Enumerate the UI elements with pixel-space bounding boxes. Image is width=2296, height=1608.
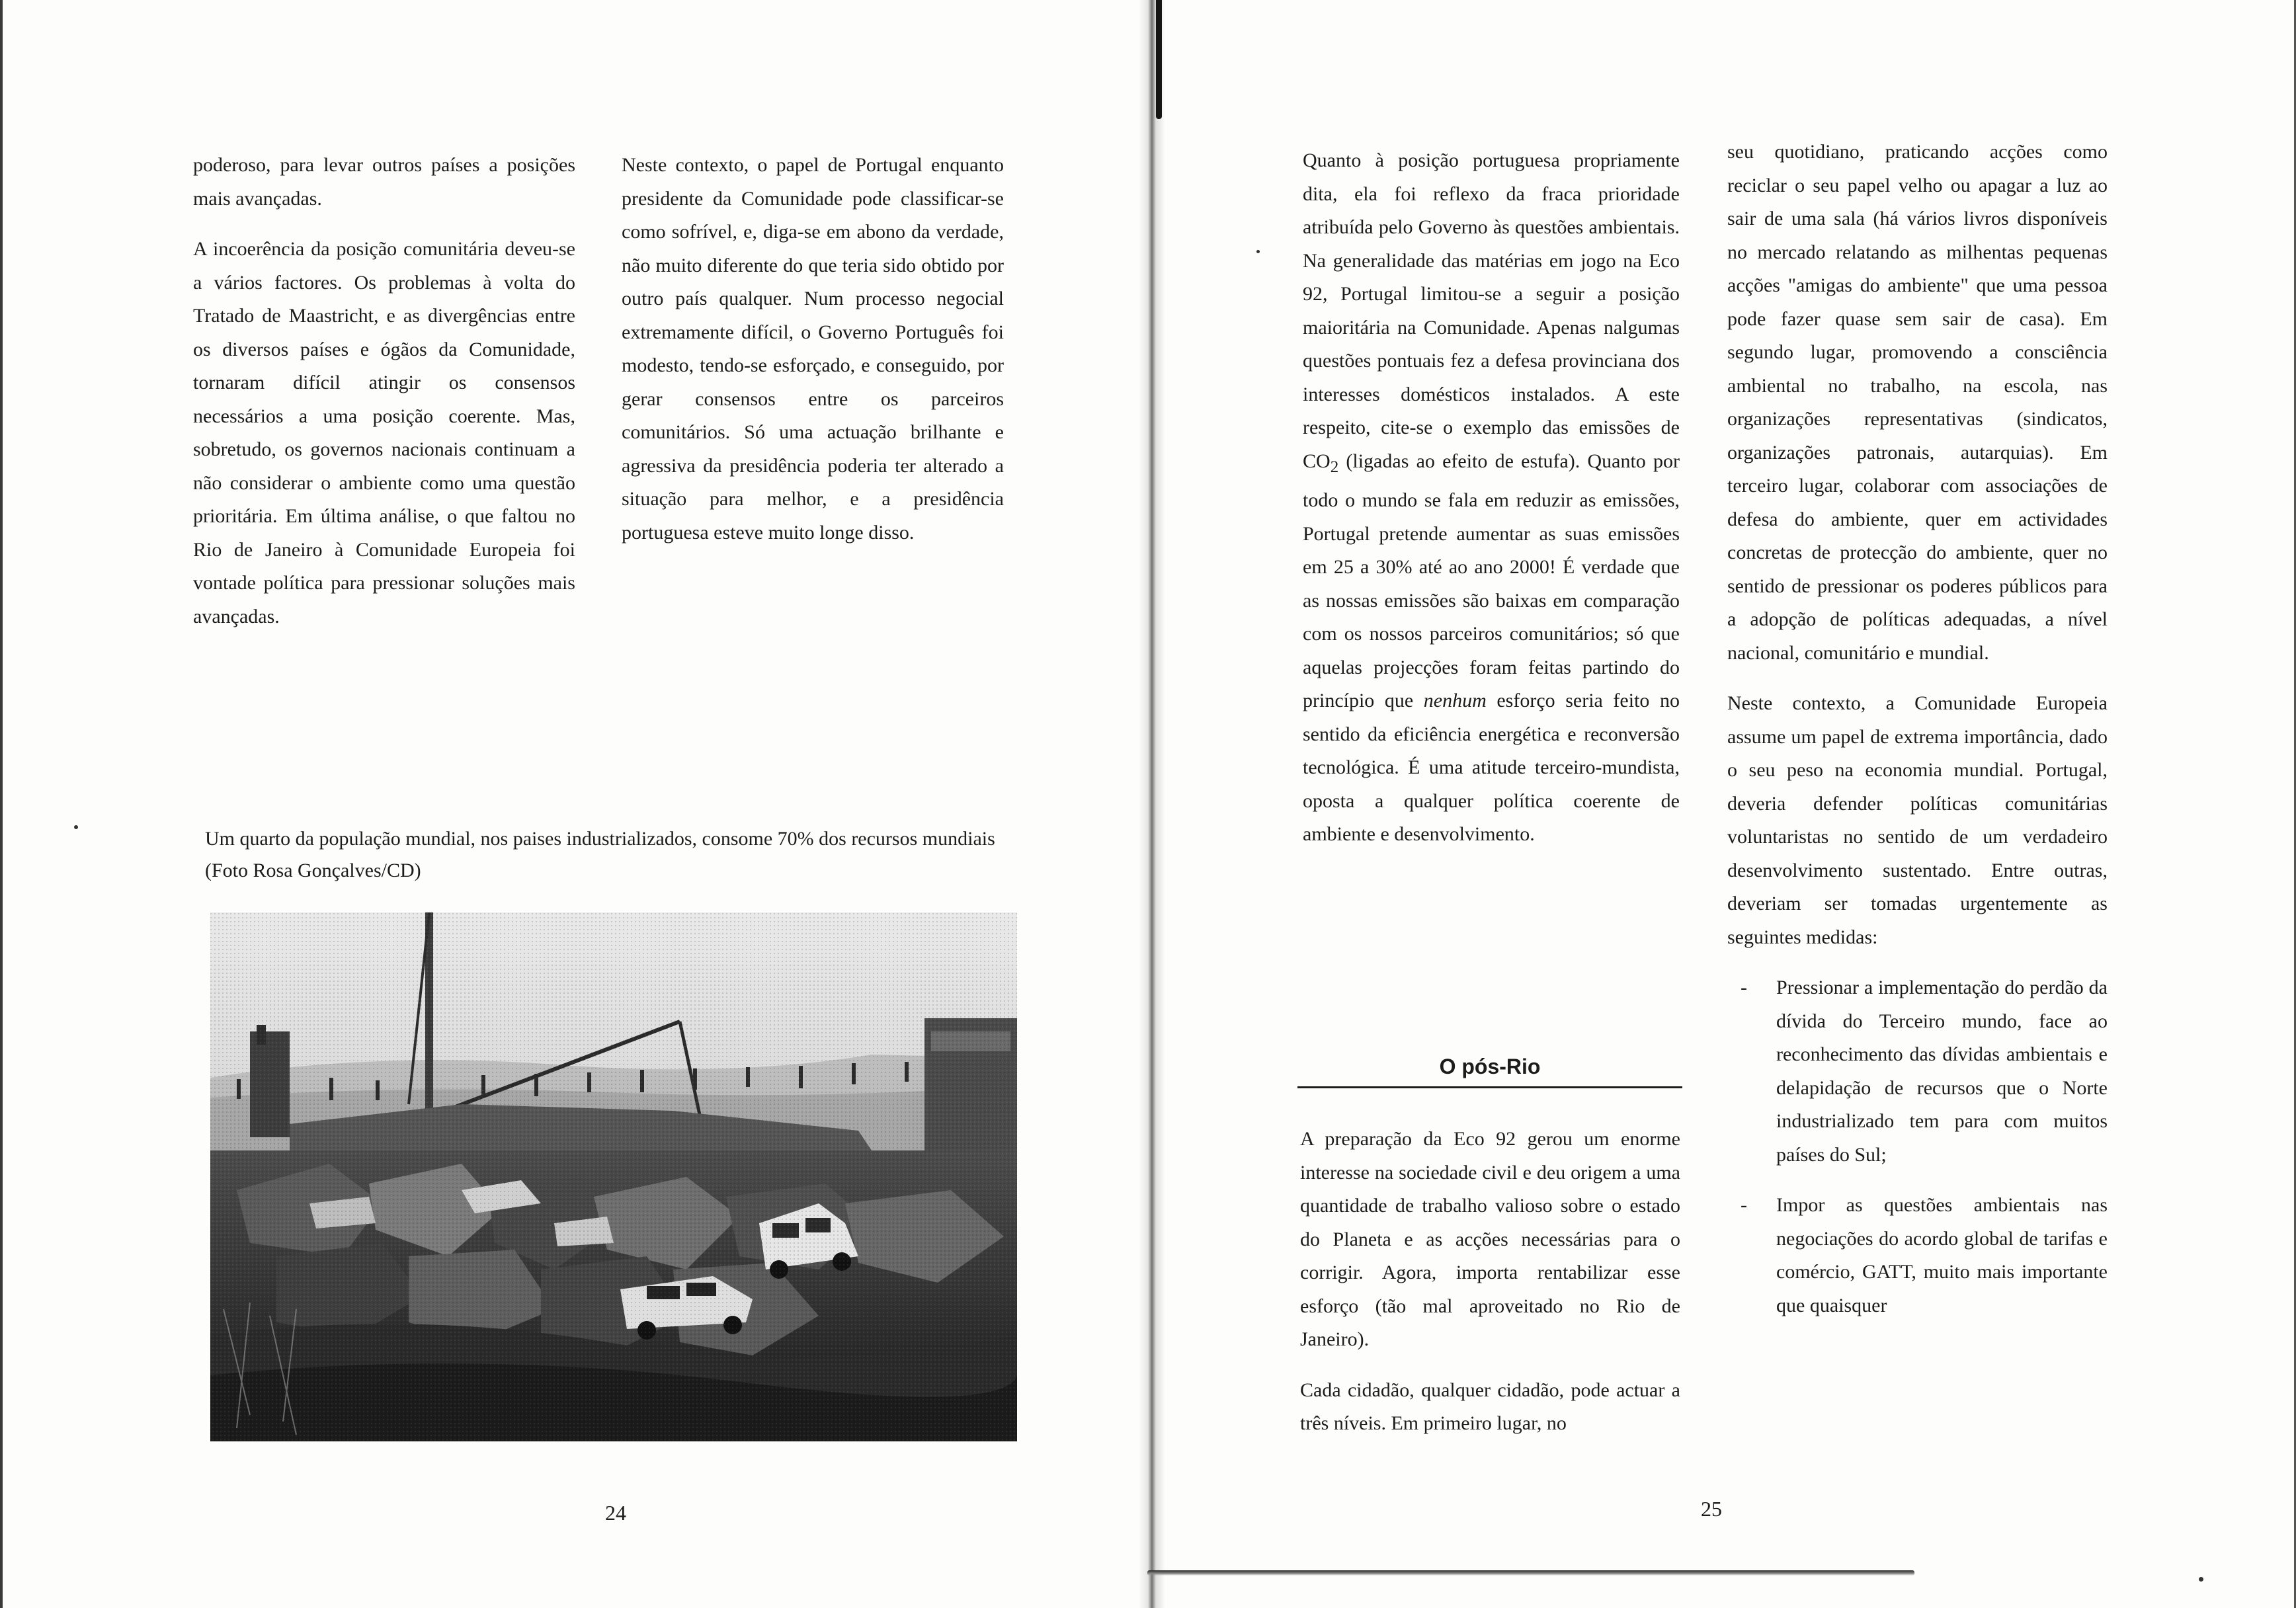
paragraph: seu quotidiano, praticando acções como reciclar o seu papel velho ou apagar a luz ao sair de uma sala (há vários livros disponíveis no mercado relatando as milhentas pequenas acções "amigas do ambiente" que uma pessoa pode fazer quase sem sair de casa). Em segundo lugar, promovendo a consciência ambiental no trabalho, na escola, nas organizações representativas (sindicatos, organizações patronais, autarquias). Em terceiro lugar, colaborar com associações de defesa do ambiente, quer em actividades concretas de protecção do ambiente, quer no sentido de pressionar os poderes públicos para a adopção de políticas adequadas, a nível nacional, comunitário e mundial. (1727, 141, 2108, 664)
book-gutter-shadow (1139, 0, 1165, 1608)
paragraph: poderoso, para levar outros países a posições mais avançadas. (193, 154, 575, 210)
scan-edge-left (0, 0, 3, 1608)
text-column-2 (622, 149, 1004, 567)
text-column-3 (1303, 144, 1680, 869)
paragraph: Cada cidadão, qualquer cidadão, pode actuar a três níveis. Em primeiro lugar, no (1300, 1379, 1680, 1434)
list-item (1727, 971, 2108, 1172)
binding-edge (1156, 0, 1162, 119)
text-run: (ligadas ao efeito de estufa). Quanto por todo o mundo se fala em reduzir as emissões, Portugal pretende aumentar as suas emissões em 25 a 30% até ao ano 2000! É verdade que as nossas emissões são baixas em comparação com os nossos parceiros comunitários; só que aquelas projecções foram feitas partindo do princípio que (1303, 450, 1680, 711)
co2-subscript: 2 (1330, 458, 1339, 476)
list-item (1727, 1189, 2108, 1322)
dash-marker: - (1741, 1194, 1747, 1216)
text-column-1 (193, 149, 575, 651)
paragraph: A incoerência da posição comunitária deveu-se a vários factores. Os problemas à volta do Tratado de Maastricht, e as divergências entre os diversos países e ógãos da Comunidade, tornaram difícil atingir os consensos necessários a uma posição coerente. Mas, sobretudo, os governos nacionais continuam a não considerar o ambiente como uma questão prioritária. Em última análise, o que faltou no Rio de Janeiro à Comunidade Europeia foi vontade política para pressionar soluções mais avançadas. (193, 238, 575, 627)
text-run: Quanto à posição portuguesa propriamente dita, ela foi reflexo da fraca prioridade atribuída pelo Governo às questões ambientais. Na generalidade das matérias em jogo na Eco 92, Portugal limitou-se a seguir a posição maioritária na Comunidade. Apenas nalgumas questões pontuais fez a defesa provinciana dos interesses domésticos instalados. A este respeito, cite-se o exemplo das emissões de CO (1303, 149, 1680, 472)
list-item-text: Impor as questões ambientais nas negociações do acordo global de tarifas e comércio, GATT, muito mais importante que quaisquer (1776, 1194, 2108, 1316)
list-item-text: Pressionar a implementação do perdão da dívida do Terceiro mundo, face ao reconhecimento das dívidas ambientais e delapidação de recursos que o Norte industrializado tem para com muitos países do Sul; (1776, 977, 2108, 1166)
paragraph: Neste contexto, o papel de Portugal enquanto presidente da Comunidade pode classificar-se como sofrível, e, diga-se em abono da verdade, não muito diferente do que teria sido obtido por outro país qualquer. Num processo negocial extremamente difícil, o Governo Português foi modesto, tendo-se esforçado, e conseguido, por gerar consensos entre os parceiros comunitários. Só uma actuação brilhante e agressiva da presidência poderia ter alterado a situação para melhor, e a presidência portuguesa esteve muito longe disso. (622, 154, 1004, 543)
text-column-4 (1727, 136, 2108, 1340)
scan-speck (74, 825, 78, 829)
paragraph: A preparação da Eco 92 gerou um enorme interesse na sociedade civil e deu origem a uma quantidade de trabalho valioso sobre o estado do Planeta e as acções necessárias para o corrigir. Agora, importa rentabilizar esse esforço (tão mal aproveitado no Rio de Janeiro). (1300, 1128, 1680, 1350)
dash-marker: - (1741, 977, 1747, 998)
paragraph (1303, 144, 1680, 852)
photo-scrapyard (210, 912, 1017, 1441)
page-bottom-edge (1147, 1570, 1914, 1576)
heading-divider (1297, 1086, 1682, 1088)
paragraph: Neste contexto, a Comunidade Europeia assume um papel de extrema importância, dado o seu peso na economia mundial. Portugal, deveria defender políticas comunitárias voluntaristas no sentido de um verdadeiro desenvolvimento sustentado. Entre outras, deveriam ser tomadas urgentemente as seguintes medidas: (1727, 692, 2108, 948)
left-page (0, 0, 1132, 1608)
page-number: 25 (1701, 1497, 1722, 1521)
text-column-5 (1300, 1123, 1680, 1458)
measures-list (1727, 971, 2108, 1322)
scan-speck (2199, 1577, 2203, 1582)
photo-caption: Um quarto da população mundial, nos paises industrializados, consome 70% dos recursos mundiais (Foto Rosa Gonçalves/CD) (205, 828, 995, 881)
text-run: esforço seria feito no sentido da eficiência energética e reconversão tecnológica. É uma atitude terceiro-mundista, oposta a qualquer política coerente de ambiente e desenvolvimento. (1303, 690, 1680, 845)
section-heading: O pós-Rio (1439, 1055, 1541, 1078)
emphasis: nenhum (1423, 690, 1487, 711)
scan-speck (1256, 250, 1260, 253)
page-number: 24 (605, 1501, 626, 1525)
